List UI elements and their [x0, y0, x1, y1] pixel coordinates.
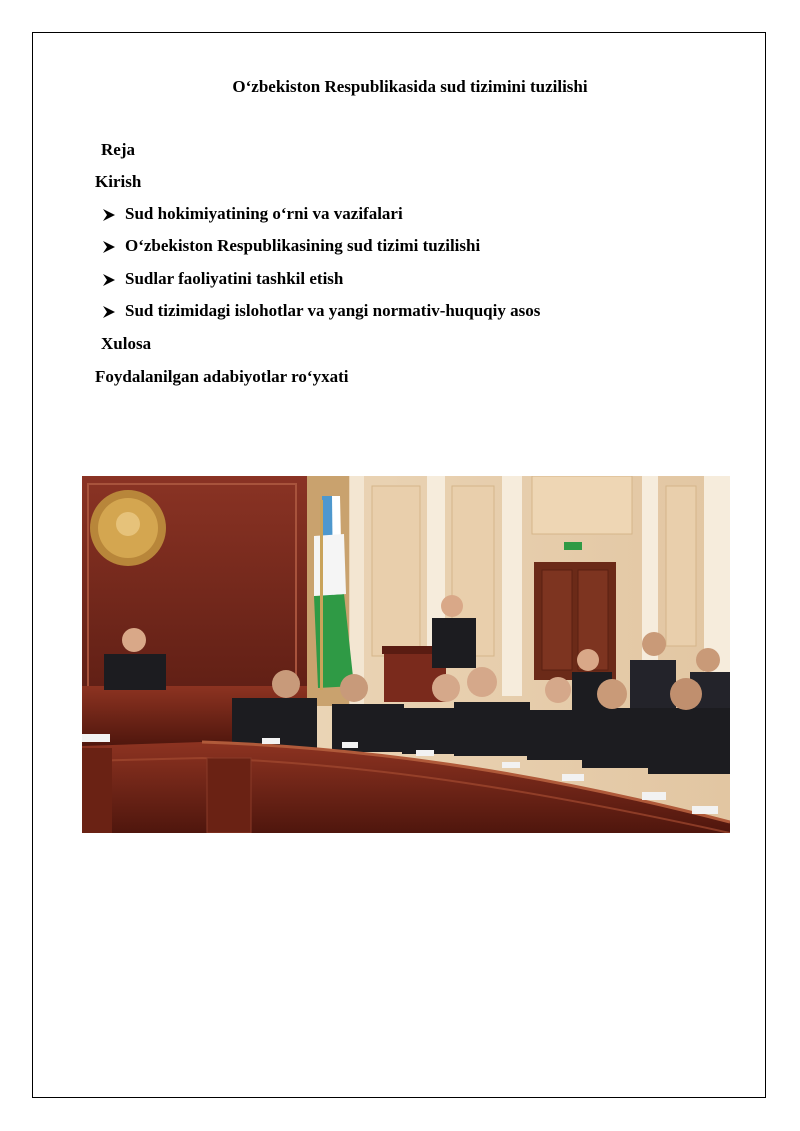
arrow-bullet-icon [102, 204, 116, 226]
plan-conclusion: Xulosa [101, 334, 152, 353]
plan-heading: Reja [101, 140, 135, 159]
arrow-bullet-icon [102, 269, 116, 291]
plan-references: Foydalanilgan adabiyotlar ro‘yxati [95, 367, 349, 386]
arrow-bullet-icon [102, 301, 116, 323]
arrow-bullet-icon [102, 236, 116, 258]
plan-item-4: Sud tizimidagi islohotlar va yangi normativ-huquqiy asos [125, 301, 541, 320]
plan-item-3: Sudlar faoliyatini tashkil etish [125, 269, 344, 288]
plan-item-2: O‘zbekiston Respublikasining sud tizimi tuzilishi [125, 236, 481, 255]
courtroom-photo [82, 476, 730, 833]
plan-intro: Kirish [95, 172, 142, 191]
page-title: O‘zbekiston Respublikasida sud tizimini tuzilishi [232, 77, 588, 96]
plan-item-1: Sud hokimiyatining o‘rni va vazifalari [125, 204, 403, 223]
